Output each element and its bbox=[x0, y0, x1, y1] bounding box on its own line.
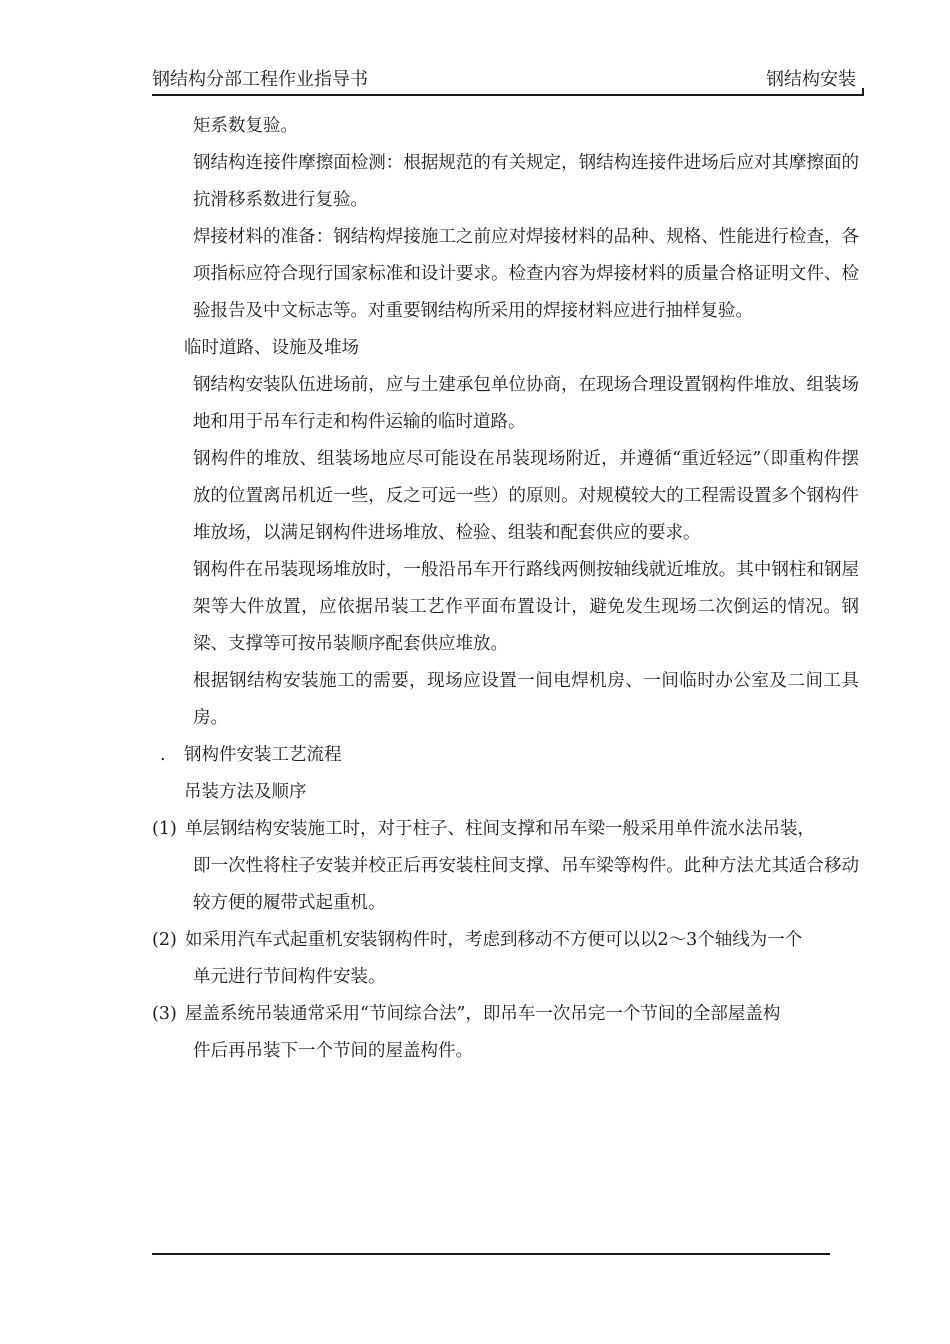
paragraph: 焊接材料的准备：钢结构焊接施工之前应对焊接材料的品种、规格、性能进行检查，各项指标应符合现行国家标准和设计要求。检查内容为焊接材料的质量合格证明文件、检验报告及中文标志等。对重要钢结构所采用的焊接材料应进行抽样复验。 bbox=[193, 227, 859, 321]
section-title: 钢结构安装 bbox=[766, 69, 856, 90]
list-item bbox=[0, 811, 859, 922]
paragraph: 钢构件的堆放、组装场地应尽可能设在吊装现场附近，并遵循“重近轻远”（即重构件摆放的位置离吊机近一些，反之可远一些）的原则。对规模较大的工程需设置多个钢构件堆放场，以满足钢构件进场堆放、检验、组装和配套供应的要求。 bbox=[193, 449, 859, 543]
section-heading: 临时道路、设施及堆场 bbox=[184, 338, 359, 358]
page-header bbox=[152, 66, 862, 94]
subsection-heading: 吊装方法及顺序 bbox=[184, 782, 307, 802]
list-item bbox=[0, 922, 859, 996]
list-item-first-line: 屋盖系统吊装通常采用“节间综合法”，即吊车一次吊完一个节间的全部屋盖构 bbox=[185, 1004, 781, 1024]
list-item bbox=[0, 996, 859, 1070]
header-rule bbox=[152, 94, 862, 96]
list-number: (3) bbox=[152, 1004, 177, 1024]
list-item-continuation: 单元进行节间构件安装。 bbox=[193, 967, 386, 987]
heading-dot: . bbox=[160, 745, 166, 765]
list-item-continuation: 件后再吊装下一个节间的屋盖构件。 bbox=[193, 1041, 473, 1061]
paragraph: 钢结构安装队伍进场前，应与土建承包单位协商，在现场合理设置钢构件堆放、组装场地和用于吊车行走和构件运输的临时道路。 bbox=[193, 375, 859, 432]
footer-rule bbox=[152, 1253, 830, 1255]
section-heading bbox=[0, 737, 859, 774]
list-number: (2) bbox=[152, 930, 177, 950]
paragraph: 钢构件在吊装现场堆放时，一般沿吊车开行路线两侧按轴线就近堆放。其中钢柱和钢屋架等大件放置，应依据吊装工艺作平面布置设计，避免发生现场二次倒运的情况。钢梁、支撑等可按吊装顺序配套供应堆放。 bbox=[193, 560, 859, 654]
list-item-first-line: 单层钢结构安装施工时，对于柱子、柱间支撑和吊车梁一般采用单件流水法吊装， bbox=[185, 819, 815, 839]
heading-text: 钢构件安装工艺流程 bbox=[184, 745, 342, 765]
list-item-continuation: 即一次性将柱子安装并校正后再安装柱间支撑、吊车梁等构件。此种方法尤其适合移动较方便的履带式起重机。 bbox=[193, 856, 859, 913]
list-item-first-line: 如采用汽车式起重机安装钢构件时，考虑到移动不方便可以以2～3个轴线为一个 bbox=[185, 930, 803, 950]
paragraph: 钢结构连接件摩擦面检测：根据规范的有关规定，钢结构连接件进场后应对其摩擦面的抗滑移系数进行复验。 bbox=[193, 153, 859, 210]
page-content bbox=[0, 108, 950, 1070]
document-title: 钢结构分部工程作业指导书 bbox=[152, 69, 368, 90]
paragraph: 根据钢结构安装施工的需要，现场应设置一间电焊机房、一间临时办公室及二间工具房。 bbox=[193, 671, 859, 728]
paragraph: 矩系数复验。 bbox=[193, 116, 298, 136]
list-number: (1) bbox=[152, 819, 177, 839]
